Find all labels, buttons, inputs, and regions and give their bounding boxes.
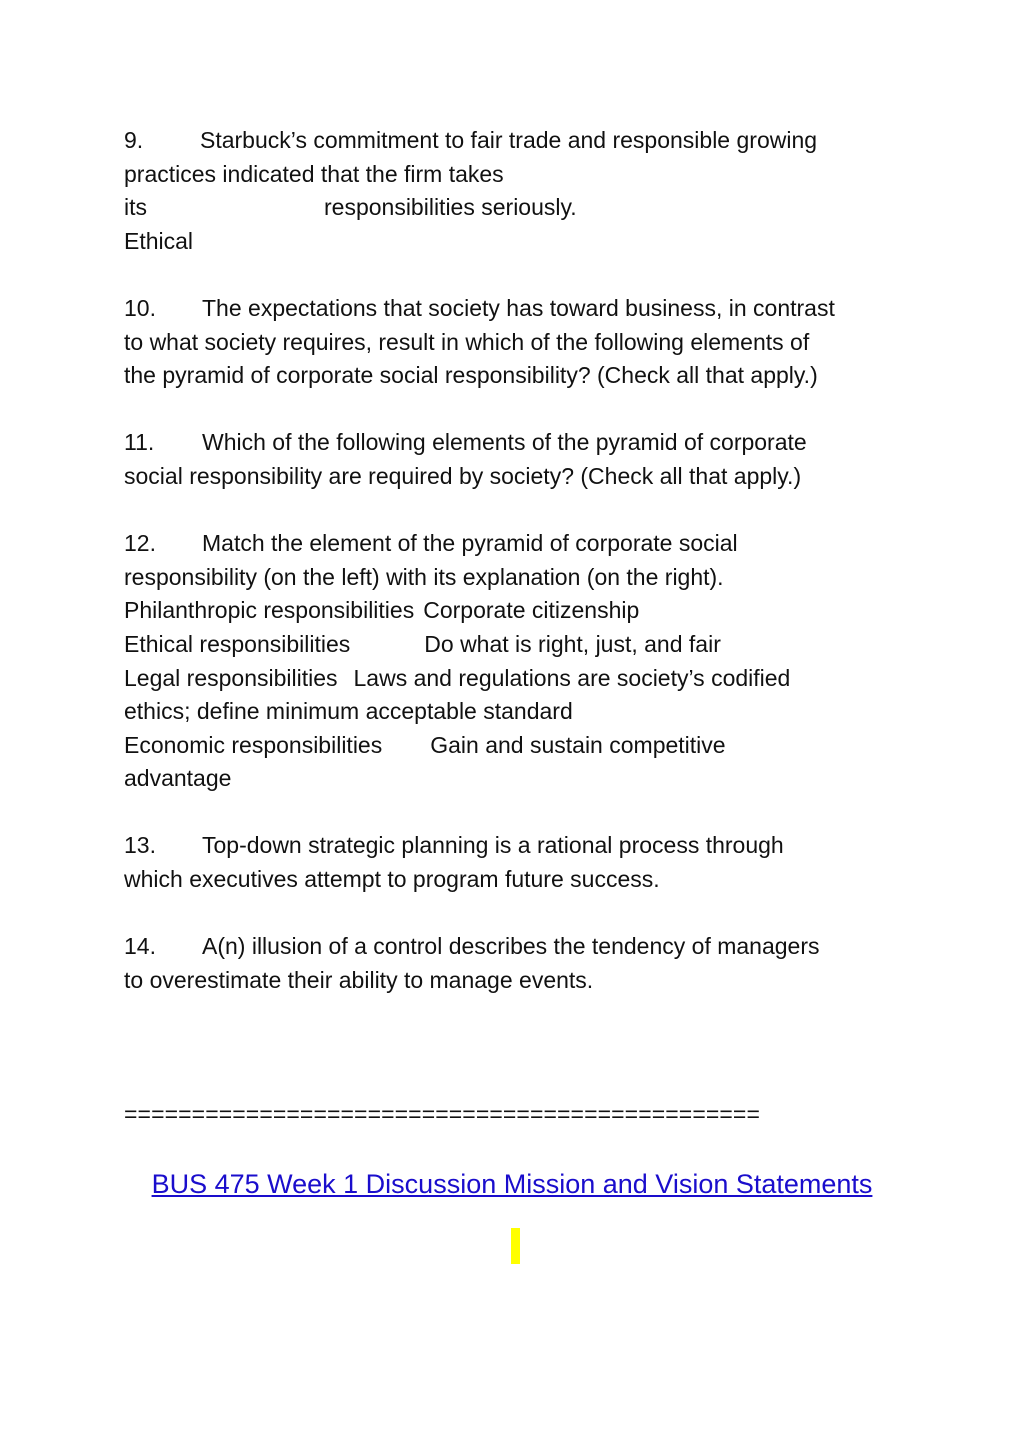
match-row: [124, 594, 914, 628]
question-number: 11.: [124, 429, 155, 456]
question-13: [124, 829, 914, 896]
link-container: [0, 1166, 1024, 1202]
question-text: A(n) illusion of a control describes the tendency of managers: [202, 933, 820, 960]
question-9: [124, 124, 914, 258]
question-text: Which of the following elements of the pyramid of corporate: [202, 429, 807, 456]
question-text: Match the element of the pyramid of corporate social: [202, 530, 738, 557]
question-text: its: [124, 194, 147, 221]
question-12: [124, 527, 914, 796]
document-body: [124, 124, 914, 1031]
match-continuation: advantage: [124, 765, 232, 792]
match-row: [124, 729, 914, 763]
answer-text: Ethical: [124, 227, 194, 254]
match-right: Gain and sustain competitive: [430, 731, 726, 758]
discussion-link[interactable]: BUS 475 Week 1 Discussion Mission and Vision Statements: [151, 1169, 873, 1199]
question-text: practices indicated that the firm takes: [124, 160, 504, 187]
text-cursor-highlight: [511, 1228, 520, 1264]
question-text: responsibilities seriously.: [324, 194, 577, 221]
question-14: [124, 930, 914, 997]
question-text: the pyramid of corporate social responsibility? (Check all that apply.): [124, 362, 818, 389]
question-text: responsibility (on the left) with its explanation (on the right).: [124, 563, 724, 590]
question-number: 14.: [124, 933, 156, 960]
match-right: Do what is right, just, and fair: [424, 630, 721, 657]
match-row: [124, 628, 914, 662]
separator-line: ===============================================: [124, 1101, 760, 1127]
question-10: [124, 292, 914, 393]
question-text: Top-down strategic planning is a rational process through: [202, 832, 784, 859]
question-number: 9.: [124, 127, 144, 153]
question-number: 13.: [124, 832, 156, 859]
match-left: Economic responsibilities: [124, 731, 383, 758]
question-number: 10.: [124, 294, 156, 321]
match-right: Corporate citizenship: [423, 597, 640, 624]
match-right: Laws and regulations are society’s codified: [353, 664, 791, 691]
question-text: to what society requires, result in which of the following elements of: [124, 328, 810, 355]
question-number: 12.: [124, 530, 156, 557]
question-text: social responsibility are required by society? (Check all that apply.): [124, 462, 802, 489]
question-text: which executives attempt to program future success.: [124, 866, 660, 893]
question-text: Starbuck’s commitment to fair trade and responsible growing: [200, 127, 818, 153]
match-left: Legal responsibilities: [124, 664, 338, 691]
match-continuation: ethics; define minimum acceptable standard: [124, 698, 573, 725]
question-11: [124, 426, 914, 493]
match-left: Philanthropic responsibilities: [124, 597, 415, 624]
match-row: [124, 662, 914, 696]
match-left: Ethical responsibilities: [124, 630, 351, 657]
question-text: The expectations that society has toward business, in contrast: [202, 294, 835, 321]
question-text: to overestimate their ability to manage events.: [124, 966, 594, 993]
